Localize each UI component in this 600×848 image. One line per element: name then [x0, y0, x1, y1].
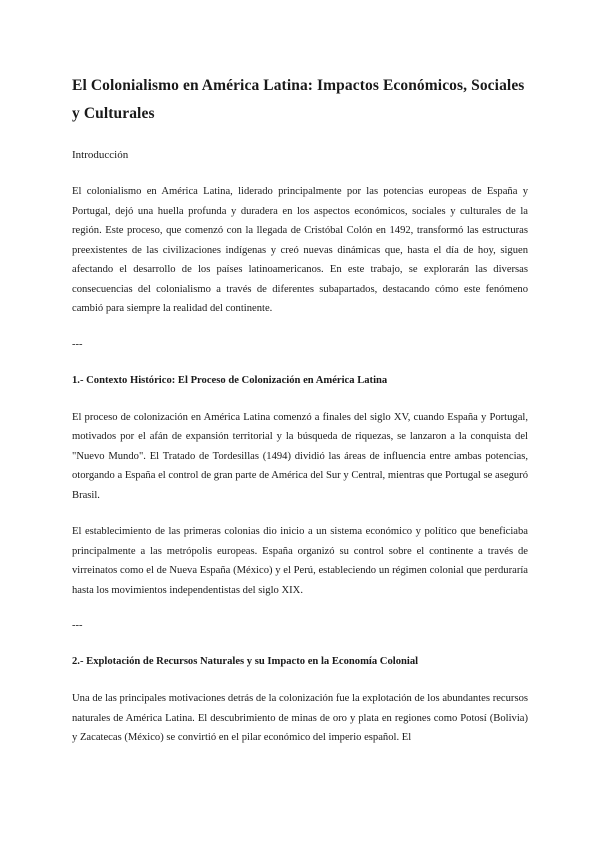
section-separator: --- — [72, 620, 83, 631]
intro-heading: Introducción — [72, 149, 129, 161]
section-2-paragraph-1: Una de las principales motivaciones detrás de la colonización fue la explotación de los abundantes recursos naturales de América Latina. El descubrimiento de minas de oro y plata en regiones como Potosí (Bolivia) y Zacatecas (México) se convirtió en el pilar económico del imperio español. El — [72, 693, 528, 743]
section-1-paragraph-1: El proceso de colonización en América Latina comenzó a finales del siglo XV, cuando España y Portugal, motivados por el afán de expansión territorial y la búsqueda de riquezas, se lanzaron a la conquista del "Nuevo Mundo". El Tratado de Tordesillas (1494) dividió las áreas de influencia entre ambas potencias, otorgando a España el control de gran parte de América del Sur y Central, mientras que Portugal se aseguró Brasil. — [72, 411, 528, 501]
section-separator: --- — [72, 338, 83, 350]
section-1-heading: 1.- Contexto Histórico: El Proceso de Colonización en América Latina — [72, 374, 388, 386]
document-title: El Colonialismo en América Latina: Impactos Económicos, Sociales y Culturales — [72, 77, 525, 122]
intro-paragraph: El colonialismo en América Latina, liderado principalmente por las potencias europeas de España y Portugal, dejó una huella profunda y duradera en los aspectos económicos, sociales y culturales de la región. Este proceso, que comenzó con la llegada de Cristóbal Colón en 1492, transformó las estructuras preexistentes de las civilizaciones indígenas y creó nuevas dinámicas que, hasta el día de hoy, siguen afectando el desarrollo de los países latinoamericanos. En este trabajo, se explorarán las diversas consecuencias del colonialismo a través de diferentes subapartados, destacando cómo este fenómeno cambió para siempre la realidad del continente. — [72, 186, 528, 314]
section-1-paragraph-2: El establecimiento de las primeras colonias dio inicio a un sistema económico y político que beneficiaba principalmente a las metrópolis europeas. España organizó su control sobre el continente a través de virreinatos como el de Nueva España (México) y el Perú, estableciendo un régimen colonial que perduraría hasta los movimientos independentistas del siglo XIX. — [72, 526, 528, 596]
section-2-heading: 2.- Explotación de Recursos Naturales y su Impacto en la Economía Colonial — [72, 656, 419, 667]
